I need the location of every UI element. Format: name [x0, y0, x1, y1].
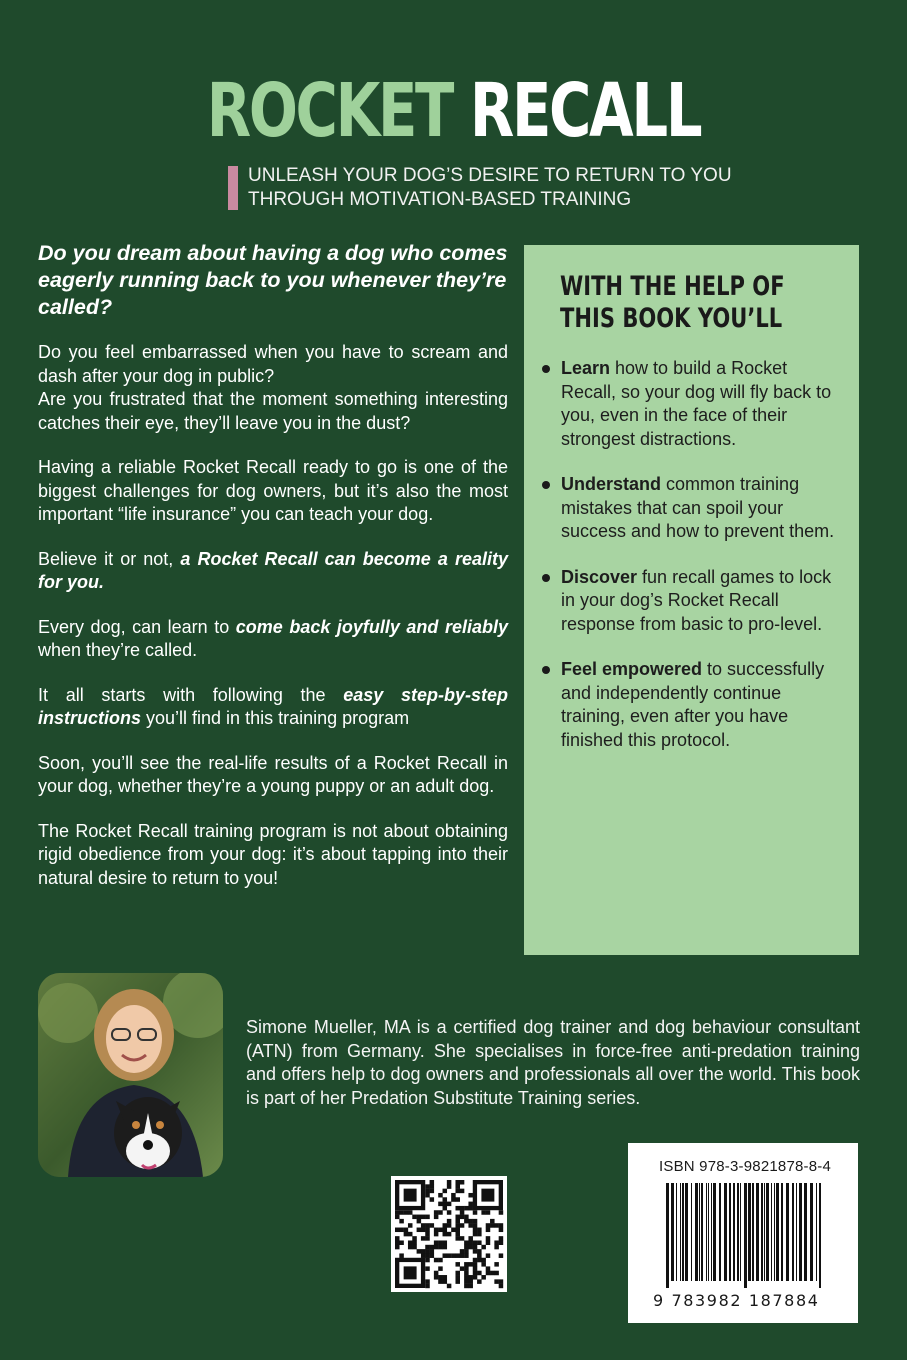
bullet-dot-icon	[542, 481, 550, 489]
subtitle	[248, 164, 732, 212]
qr-code	[391, 1176, 507, 1292]
benefits-title-line-2: THIS BOOK YOU’LL	[560, 303, 783, 334]
benefit-item	[540, 566, 845, 637]
title-rocket: ROCKET	[206, 68, 453, 154]
qr-code-image	[391, 1176, 507, 1292]
benefits-list	[540, 357, 845, 774]
subtitle-block	[228, 164, 788, 212]
barcode-image	[666, 1183, 826, 1288]
lead-question: Do you dream about having a dog who comes eagerly running back to you whenever they’re called?	[38, 241, 508, 319]
benefits-title-line-1: WITH THE HELP OF	[560, 271, 785, 302]
benefit-description: common training mistakes that can spoil your success and how to prevent them.	[561, 474, 835, 541]
benefit-item	[540, 357, 845, 451]
paragraph-3-plain: Believe it or not,	[38, 548, 181, 569]
book-title	[100, 68, 807, 154]
paragraph-4	[38, 616, 508, 663]
bullet-dot-icon	[542, 666, 550, 674]
benefit-description: how to build a Rocket Recall, so your dog will fly back to you, even in the face of their strongest distractions.	[561, 358, 832, 449]
paragraph-7: The Rocket Recall training program is not about obtaining rigid obedience from your dog: it’s about tapping into their natural desire to return to you!	[38, 820, 508, 888]
benefit-text	[561, 566, 845, 637]
paragraph-5-plain-a: It all starts with following the	[38, 684, 344, 705]
benefits-box	[524, 245, 859, 955]
benefit-keyword: Feel empowered	[561, 659, 703, 679]
subtitle-accent-bar	[228, 166, 238, 210]
description-column	[38, 240, 508, 911]
benefits-box-title	[560, 271, 785, 335]
isbn-label: ISBN 978-3-9821878-8-4	[659, 1158, 832, 1175]
benefit-item	[540, 658, 845, 752]
subtitle-line-1: UNLEASH YOUR DOG’S DESIRE TO RETURN TO YOU	[248, 165, 732, 186]
author-bio: Simone Mueller, MA is a certified dog trainer and dog behaviour consultant (ATN) from Germany. She specialises in force-free anti-predation training and offers help to dog owners and professionals all over the world. This book is part of her Predation Substitute Training series.	[246, 1017, 860, 1108]
paragraph-3-emphasis: a Rocket Recall can become a reality for you.	[38, 548, 508, 592]
paragraph-2: Having a reliable Rocket Recall ready to go is one of the biggest challenges for dog owners, but it’s also the most important “life insurance” you can teach your dog.	[38, 457, 508, 524]
paragraph-5	[38, 684, 508, 731]
isbn-barcode	[628, 1143, 858, 1323]
benefit-description: to successfully and independently continue training, even after you have finished this protocol.	[561, 659, 825, 750]
author-with-dog-image	[38, 973, 223, 1177]
benefit-item	[540, 473, 845, 544]
benefit-keyword: Discover	[561, 566, 638, 587]
paragraph-1a: Do you feel embarrassed when you have to scream and dash after your dog in public?	[38, 342, 508, 386]
paragraph-1	[38, 341, 508, 435]
paragraph-6: Soon, you’ll see the real-life results of a Rocket Recall in your dog, whether they’re a young puppy or an adult dog.	[38, 752, 508, 796]
benefit-text	[561, 658, 845, 752]
author-photo	[38, 973, 223, 1177]
benefit-text	[561, 357, 845, 451]
paragraph-4-plain-a: Every dog, can learn to	[38, 616, 236, 637]
paragraph-3	[38, 548, 508, 595]
bullet-dot-icon	[542, 365, 550, 373]
subtitle-line-2: THROUGH MOTIVATION-BASED TRAINING	[248, 189, 632, 210]
title-recall: RECALL	[469, 68, 701, 154]
benefit-keyword: Understand	[561, 474, 662, 494]
barcode-number: 9 783982 187884	[653, 1291, 820, 1310]
paragraph-4-emphasis: come back joyfully and reliably	[235, 616, 508, 637]
bullet-dot-icon	[542, 574, 550, 582]
paragraph-5-emphasis: easy step-by-step instructions	[38, 684, 508, 728]
benefit-description: fun recall games to lock in your dog’s Rocket Recall response from basic to pro-level.	[561, 566, 832, 634]
paragraph-4-plain-b: when they’re called.	[38, 640, 198, 660]
paragraph-1b: Are you frustrated that the moment something interesting catches their eye, they’ll leave you in the dust?	[38, 389, 508, 433]
benefit-text	[561, 473, 845, 544]
benefit-keyword: Learn	[561, 358, 611, 378]
paragraph-5-plain-b: you’ll find in this training program	[141, 708, 410, 728]
